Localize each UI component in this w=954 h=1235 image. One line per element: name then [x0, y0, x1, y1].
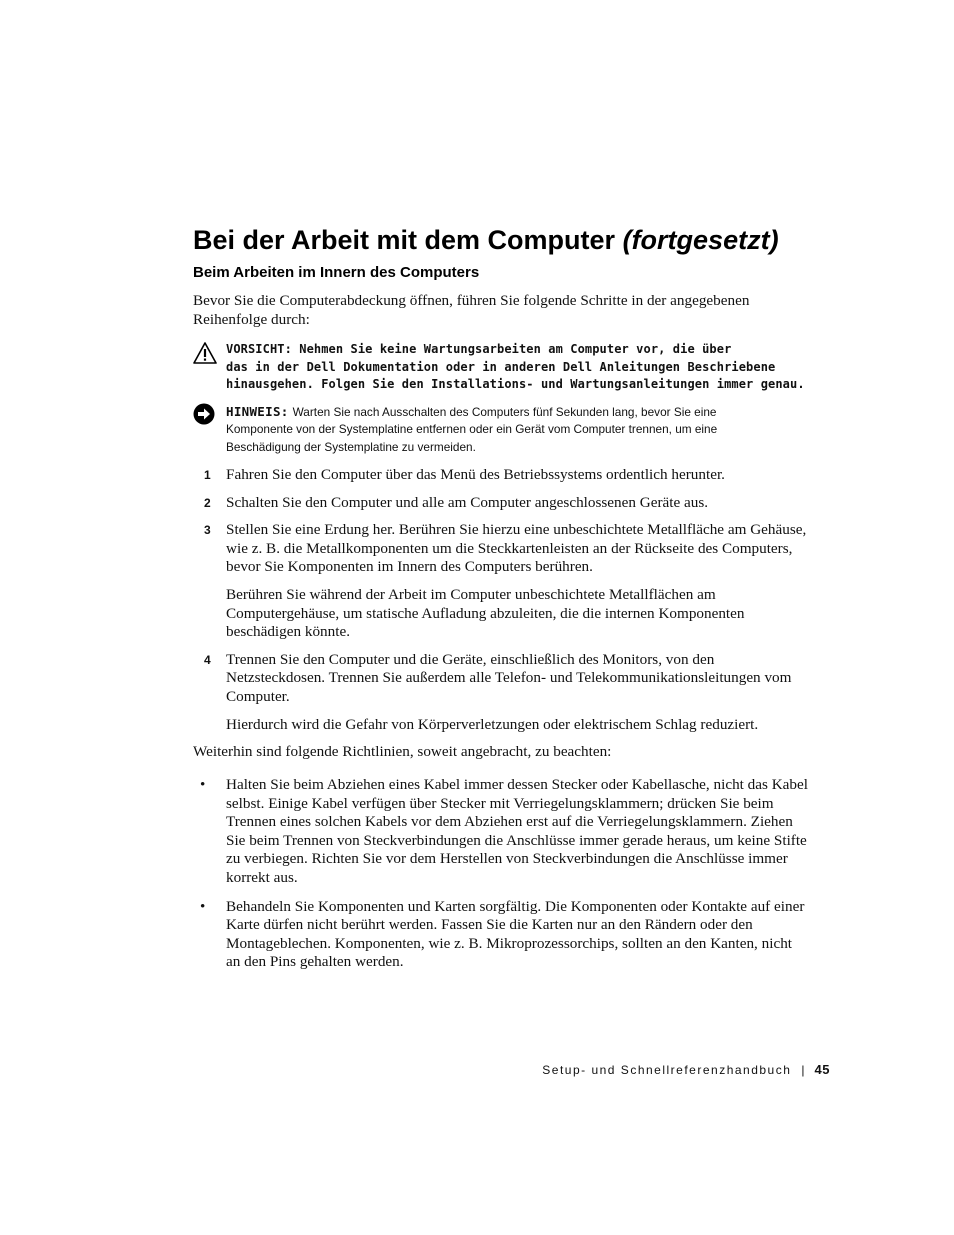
- step-text: Trennen Sie den Computer und die Geräte, einschließlich des Monitors, von den Netzsteckdosen. Trennen Sie außerdem alle Telefon- und Telekommunikationsleitungen vom Computer.: [226, 650, 792, 705]
- caution-text: [226, 341, 805, 394]
- caution-line: hinausgehen. Folgen Sie den Installations- und Wartungsanleitungen immer genau.: [226, 377, 805, 391]
- list-item: [193, 521, 808, 642]
- list-item: [193, 466, 808, 485]
- step-text: Fahren Sie den Computer über das Menü des Betriebssystems ordentlich herunter.: [226, 466, 725, 483]
- bullet-icon: •: [200, 776, 206, 793]
- page-title-continued: (fortgesetzt): [622, 225, 779, 255]
- list-item: [193, 494, 808, 513]
- notice-line: Beschädigung der Systemplatine zu vermeiden.: [226, 439, 476, 454]
- notice-line: Warten Sie nach Ausschalten des Computers fünf Sekunden lang, bevor Sie eine: [292, 405, 717, 419]
- page-number: 45: [814, 1062, 830, 1077]
- list-item: [193, 651, 808, 734]
- step-number: 2: [204, 495, 211, 510]
- notice-text: [226, 403, 805, 456]
- page-footer: [542, 1061, 830, 1079]
- page-title-main: Bei der Arbeit mit dem Computer: [193, 225, 616, 255]
- bullet-text: Behandeln Sie Komponenten und Karten sorgfältig. Die Komponenten oder Kontakte auf einer Karte dürfen nicht berührt werden. Fassen Sie die Karten nur an den Rändern oder den Montageblechen. Komponenten, wie z. B. Mikroprozessorchips, sollten an den Kanten, nicht an den Pins gehalten werden.: [226, 897, 805, 971]
- guidelines-intro: Weiterhin sind folgende Richtlinien, soweit angebracht, zu beachten:: [193, 743, 612, 760]
- step-extra-text: Hierdurch wird die Gefahr von Körperverletzungen oder elektrischem Schlag reduziert.: [226, 715, 759, 733]
- step-number: 1: [204, 468, 211, 482]
- bullet-icon: •: [200, 897, 206, 915]
- step-extra-text: Berühren Sie während der Arbeit im Computer unbeschichtete Metallflächen am Computergehäuse, um statische Aufladung abzuleiten, die die internen Komponenten beschädigen könnte.: [226, 585, 745, 641]
- bullet-text: Halten Sie beim Abziehen eines Kabel immer dessen Stecker oder Kabellasche, nicht das Kabel selbst. Einige Kabel verfügen über Stecker mit Verriegelungsklammern; drücken Sie beim Trennen eines solchen Kabels vor dem Abziehen erst auf die Verriegelungsklammern. Ziehen Sie beim Trennen von Steckverbindungen die Anschlüsse immer gerade heraus, um keine Stifte zu verbiegen. Richten Sie vor dem Herstellen von Steckverbindungen die Anschlüsse immer korrekt aus.: [226, 776, 808, 886]
- guideline-list: [193, 776, 808, 982]
- page-title: [193, 222, 893, 258]
- caution-line: VORSICHT: Nehmen Sie keine Wartungsarbeiten am Computer vor, die über: [226, 342, 732, 356]
- list-item: [193, 898, 808, 972]
- list-item: [193, 776, 808, 888]
- arrow-notice-icon: [193, 403, 215, 430]
- section-heading: Beim Arbeiten im Innern des Computers: [193, 264, 480, 281]
- step-number: 4: [204, 652, 211, 667]
- notice-block: [193, 403, 805, 456]
- notice-line: Komponente von der Systemplatine entfernen oder ein Gerät vom Computer trennen, um eine: [226, 422, 718, 437]
- warning-triangle-icon: [193, 341, 217, 370]
- step-number: 3: [204, 523, 211, 538]
- footer-doc-title: Setup- und Schnellreferenzhandbuch: [542, 1063, 792, 1077]
- caution-line: das in der Dell Dokumentation oder in anderen Dell Anleitungen Beschriebene: [226, 359, 776, 374]
- intro-paragraph: Bevor Sie die Computerabdeckung öffnen, führen Sie folgende Schritte in der angegebenen Reihenfolge durch:: [193, 292, 750, 328]
- step-text: Schalten Sie den Computer und alle am Computer angeschlossenen Geräte aus.: [226, 493, 709, 511]
- notice-label: HINWEIS:: [226, 404, 289, 419]
- footer-separator: |: [801, 1063, 805, 1077]
- step-text: Stellen Sie eine Erdung her. Berühren Sie hierzu eine unbeschichtete Metallfläche am Gehäuse, wie z. B. die Metallkomponenten um die Steckkartenleisten an der Rückseite des Computers, bevor Sie Komponenten im Innern des Computers berühren.: [226, 521, 807, 576]
- caution-block: [193, 341, 805, 394]
- step-list: [193, 466, 808, 743]
